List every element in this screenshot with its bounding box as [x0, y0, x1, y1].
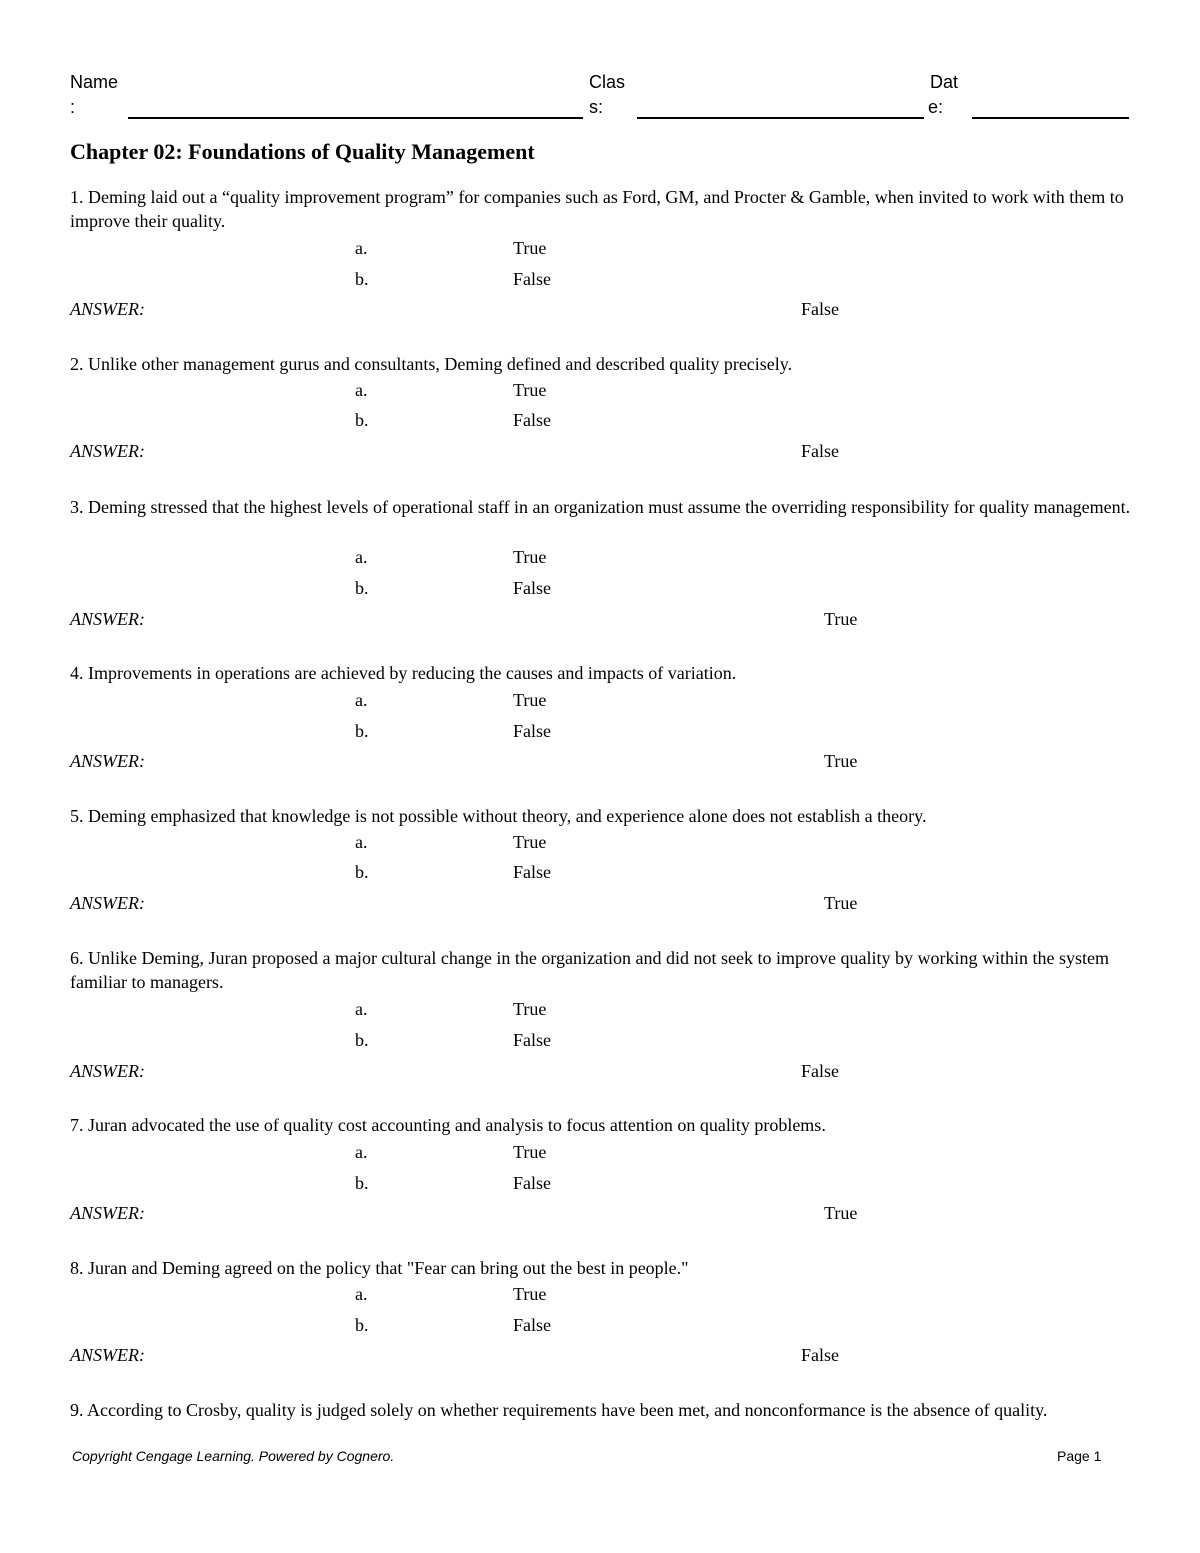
- question-text: 9. According to Crosby, quality is judged solely on whether requirements have been met, and nonconformance is the absence of quality.: [70, 1400, 1048, 1420]
- answer-label: ANSWER:: [70, 609, 145, 629]
- option-letter: b.: [355, 1030, 369, 1050]
- class-label-suffix: s:: [589, 97, 604, 117]
- option-false: False: [513, 578, 551, 598]
- question-text: 2. Unlike other management gurus and consultants, Deming defined and described quality precisely.: [70, 354, 793, 374]
- answer-value: True: [824, 893, 858, 913]
- option-false: False: [513, 1030, 551, 1050]
- answer-value: False: [801, 441, 839, 461]
- answer-value: True: [824, 1203, 858, 1223]
- option-letter: a.: [355, 1284, 368, 1304]
- option-true: True: [513, 1142, 547, 1162]
- answer-label: ANSWER:: [70, 299, 145, 319]
- question-text: 1. Deming laid out a “quality improvement program” for companies such as Ford, GM, and Procter & Gamble, when invited to work with them to improve their quality.: [70, 187, 1124, 231]
- option-letter: b.: [355, 862, 369, 882]
- question-text: 4. Improvements in operations are achieved by reducing the causes and impacts of variation.: [70, 663, 737, 683]
- page-number: Page 1: [1057, 1448, 1102, 1464]
- option-false: False: [513, 721, 551, 741]
- option-letter: a.: [355, 832, 368, 852]
- answer-value: True: [824, 609, 858, 629]
- option-true: True: [513, 547, 547, 567]
- option-letter: a.: [355, 547, 368, 567]
- date-underline[interactable]: [972, 117, 1129, 119]
- option-true: True: [513, 832, 547, 852]
- option-false: False: [513, 1173, 551, 1193]
- option-false: False: [513, 862, 551, 882]
- question-text: 5. Deming emphasized that knowledge is not possible without theory, and experience alone does not establish a theory.: [70, 806, 927, 826]
- answer-label: ANSWER:: [70, 1061, 145, 1081]
- option-letter: b.: [355, 410, 369, 430]
- option-letter: b.: [355, 721, 369, 741]
- question-text: 8. Juran and Deming agreed on the policy that "Fear can bring out the best in people.": [70, 1258, 689, 1278]
- copyright-footer: Copyright Cengage Learning. Powered by Cognero.: [72, 1448, 395, 1464]
- answer-value: True: [824, 751, 858, 771]
- class-underline[interactable]: [637, 117, 924, 119]
- option-letter: b.: [355, 1173, 369, 1193]
- chapter-title: Chapter 02: Foundations of Quality Management: [70, 139, 535, 164]
- answer-label: ANSWER:: [70, 441, 145, 461]
- answer-value: False: [801, 299, 839, 319]
- class-label: Clas: [589, 72, 626, 92]
- option-true: True: [513, 380, 547, 400]
- option-letter: b.: [355, 269, 369, 289]
- option-true: True: [513, 238, 547, 258]
- option-false: False: [513, 410, 551, 430]
- name-underline[interactable]: [128, 117, 583, 119]
- answer-value: False: [801, 1345, 839, 1365]
- name-label-colon: :: [70, 97, 76, 117]
- question-text: 7. Juran advocated the use of quality cost accounting and analysis to focus attention on quality problems.: [70, 1115, 826, 1135]
- answer-label: ANSWER:: [70, 1345, 145, 1365]
- option-true: True: [513, 690, 547, 710]
- option-letter: a.: [355, 238, 368, 258]
- question-text: 6. Unlike Deming, Juran proposed a major cultural change in the organization and did not seek to improve quality by working within the system familiar to managers.: [70, 948, 1109, 992]
- option-letter: a.: [355, 1142, 368, 1162]
- option-letter: b.: [355, 1315, 369, 1335]
- option-false: False: [513, 269, 551, 289]
- answer-label: ANSWER:: [70, 893, 145, 913]
- date-label-suffix: e:: [928, 97, 944, 117]
- name-label: Name: [70, 72, 119, 92]
- option-false: False: [513, 1315, 551, 1335]
- date-label: Dat: [930, 72, 959, 92]
- option-true: True: [513, 1284, 547, 1304]
- answer-value: False: [801, 1061, 839, 1081]
- option-letter: b.: [355, 578, 369, 598]
- option-true: True: [513, 999, 547, 1019]
- question-text: 3. Deming stressed that the highest levels of operational staff in an organization must assume the overriding responsibility for quality management.: [70, 497, 1131, 517]
- option-letter: a.: [355, 690, 368, 710]
- option-letter: a.: [355, 380, 368, 400]
- option-letter: a.: [355, 999, 368, 1019]
- answer-label: ANSWER:: [70, 751, 145, 771]
- answer-label: ANSWER:: [70, 1203, 145, 1223]
